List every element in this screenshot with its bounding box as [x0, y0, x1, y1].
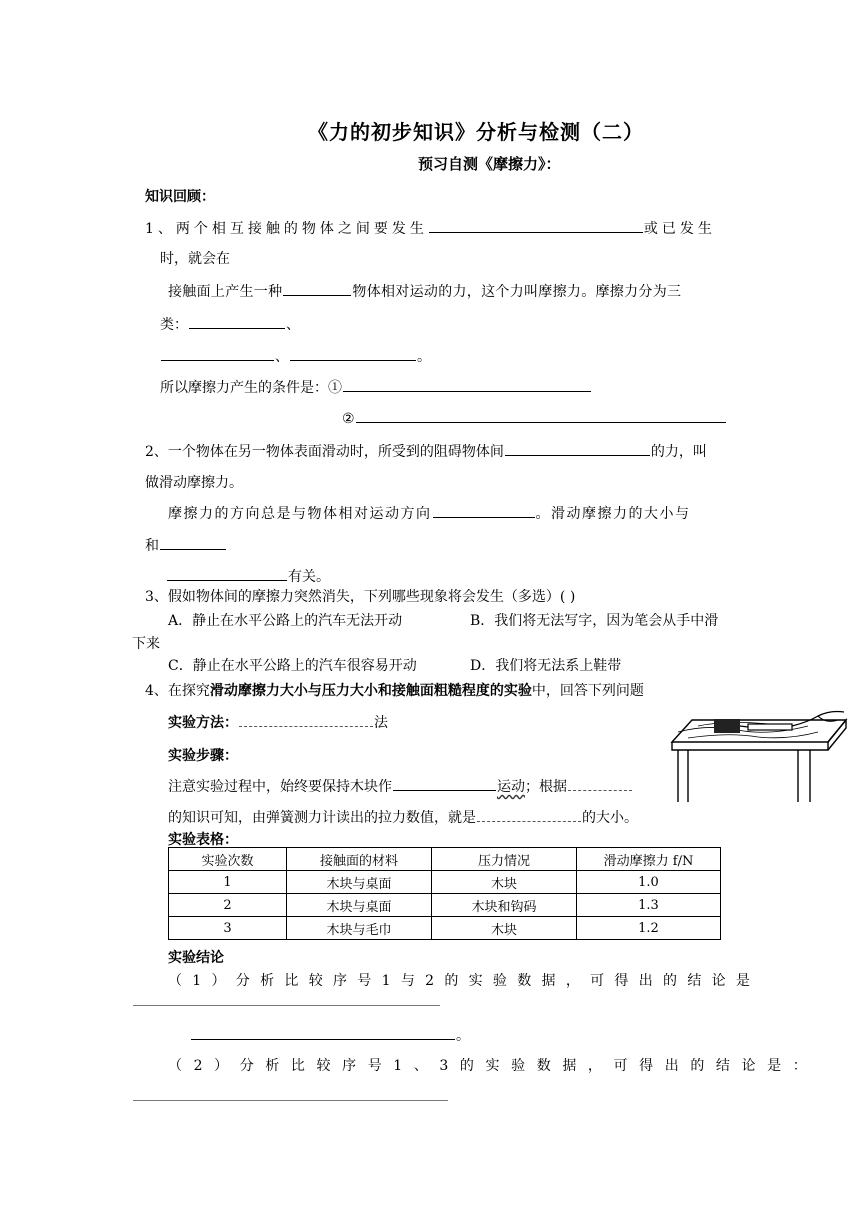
q1-blank-7[interactable]	[356, 408, 726, 423]
q1-text-g: 、	[286, 317, 300, 333]
knowledge-heading: 知识回顾：	[145, 189, 215, 205]
q4-method-suffix: 法	[374, 715, 388, 731]
table-header: 实验次数	[169, 848, 287, 871]
experiment-table	[168, 847, 721, 940]
q3-option-d[interactable]: D．我们将无法系上鞋带	[470, 658, 622, 674]
q1-line4	[160, 314, 300, 334]
table-cell: 木块	[432, 917, 577, 940]
q4-conclusion-1-blank[interactable]	[133, 1005, 440, 1006]
table-header: 压力情况	[432, 848, 577, 871]
q4-stem-pre: 4、在探究	[145, 683, 210, 699]
table-cell: 木块与桌面	[287, 871, 432, 894]
q4-step2-a: 的知识可知，由弹簧测力计读出的拉力数值，就是	[168, 810, 476, 826]
q4-conclusion-1: （1）分析比较序号1与2的实验数据，可得出的结论是	[168, 973, 761, 989]
table-row	[169, 871, 721, 894]
q4-conclusion-2: （2）分析比较序号1、3的实验数据，可得出的结论是：	[168, 1058, 819, 1074]
q4-conclusion-1-line2	[190, 1025, 470, 1045]
q2-line5	[166, 566, 330, 586]
q4-conclusion-1-blank2[interactable]	[191, 1025, 455, 1040]
table-cell: 木块	[432, 871, 577, 894]
q4-conclusion-1-end: 。	[456, 1028, 470, 1044]
q2-text-c: 做滑动摩擦力。	[145, 475, 243, 491]
q4-step2	[168, 807, 638, 827]
q4-conclusion-2-blank[interactable]	[133, 1100, 448, 1101]
q4-step1-blank[interactable]	[393, 776, 496, 791]
q2-text-f: 和	[145, 538, 159, 554]
q1-blank-3[interactable]	[189, 314, 285, 329]
table-cell: 木块和钩码	[432, 894, 577, 917]
q1-line3	[168, 281, 681, 301]
q1-blank-1[interactable]	[429, 218, 643, 233]
table-cell: 木块与桌面	[287, 894, 432, 917]
q4-step1-b: 运动	[497, 779, 525, 795]
page-title: 《力的初步知识》分析与检测（二）	[308, 120, 644, 144]
q1-text-d: 接触面上产生一种	[168, 284, 283, 300]
q1-line1	[145, 218, 716, 238]
q1-text-e: 物体相对运动的力，这个力叫摩擦力。摩擦力分为三	[352, 284, 682, 300]
q4-method-label: 实验方法：	[168, 715, 238, 731]
table-row	[169, 894, 721, 917]
q1-line7	[342, 408, 727, 427]
q2-line3	[168, 503, 691, 523]
q2-blank-1[interactable]	[505, 441, 650, 456]
q4-step1-c: ；根据	[525, 779, 567, 795]
q3-option-b-cont: 下来	[132, 636, 160, 652]
table-cell: 1.0	[577, 871, 721, 894]
q4-step1-blank2[interactable]	[568, 776, 632, 791]
q4-steps-label: 实验步骤：	[168, 748, 238, 764]
table-header: 滑动摩擦力 f/N	[577, 848, 721, 871]
q2-line4	[145, 535, 227, 555]
q1-text-f: 类：	[160, 317, 188, 333]
q1-text-b: 或已发生	[643, 221, 716, 237]
q1-blank-5[interactable]	[290, 346, 416, 361]
q1-text-h: 、	[275, 349, 289, 365]
table-cell: 1	[169, 871, 287, 894]
q1-line5	[160, 346, 431, 366]
table-cell: 1.2	[577, 917, 721, 940]
q2-blank-2[interactable]	[433, 503, 535, 518]
q1-text-i: 。	[417, 349, 431, 365]
table-header: 接触面的材料	[287, 848, 432, 871]
table-cell: 3	[169, 917, 287, 940]
table-row	[169, 917, 721, 940]
q2-blank-4[interactable]	[167, 566, 287, 581]
q1-blank-2[interactable]	[283, 281, 351, 296]
q4-stem	[145, 680, 644, 700]
q2-text-b: 的力，叫	[650, 444, 707, 460]
q3-option-a[interactable]: A．静止在水平公路上的汽车无法开动	[168, 613, 403, 629]
q2-text-e: 。滑动摩擦力的大小与	[535, 506, 691, 522]
q2-text-g: 有关。	[288, 569, 330, 585]
q4-stem-bold: 滑动摩擦力大小与压力大小和接触面粗糙程度的实验	[209, 683, 532, 699]
q4-method-blank[interactable]	[239, 712, 373, 727]
q4-step2-blank[interactable]	[477, 807, 581, 822]
q1-line6	[160, 377, 592, 397]
q4-step1-a: 注意实验过程中，始终要保持木块作	[168, 779, 392, 795]
q3-stem: 3、假如物体间的摩擦力突然消失，下列哪些现象将会发生（多选）( )	[145, 589, 576, 605]
q1-blank-6[interactable]	[343, 377, 591, 392]
q2-text-d: 摩擦力的方向总是与物体相对运动方向	[168, 506, 432, 522]
q2-line1	[145, 441, 707, 461]
q1-text-a: 1、两个相互接触的物体之间要发生	[145, 221, 428, 237]
q3-option-b[interactable]: B．我们将无法写字，因为笔会从手中滑	[470, 613, 719, 629]
q4-step2-b: 的大小。	[582, 810, 638, 826]
q4-method	[168, 712, 388, 732]
q2-blank-3[interactable]	[160, 535, 226, 550]
page-subtitle: 预习自测《摩擦力》：	[418, 155, 561, 173]
q4-table-label: 实验表格：	[168, 832, 238, 848]
q2-text-a: 2、一个物体在另一物体表面滑动时，所受到的阻碍物体间	[145, 444, 504, 460]
table-cell: 木块与毛巾	[287, 917, 432, 940]
q1-text-j: 所以摩擦力产生的条件是：①	[160, 380, 342, 396]
q1-text-c: 时，就会在	[160, 251, 230, 267]
q4-conclusion-label: 实验结论	[168, 950, 224, 966]
q4-stem-post: 中，回答下列问题	[531, 683, 644, 699]
table-cell: 2	[169, 894, 287, 917]
q1-text-k: ②	[342, 411, 355, 427]
q4-step1	[168, 776, 633, 796]
table-cell: 1.3	[577, 894, 721, 917]
apparatus-illustration	[668, 702, 848, 806]
q1-blank-4[interactable]	[161, 346, 274, 361]
table-header-row	[169, 848, 721, 871]
q3-option-c[interactable]: C．静止在水平公路上的汽车很容易开动	[168, 658, 417, 674]
